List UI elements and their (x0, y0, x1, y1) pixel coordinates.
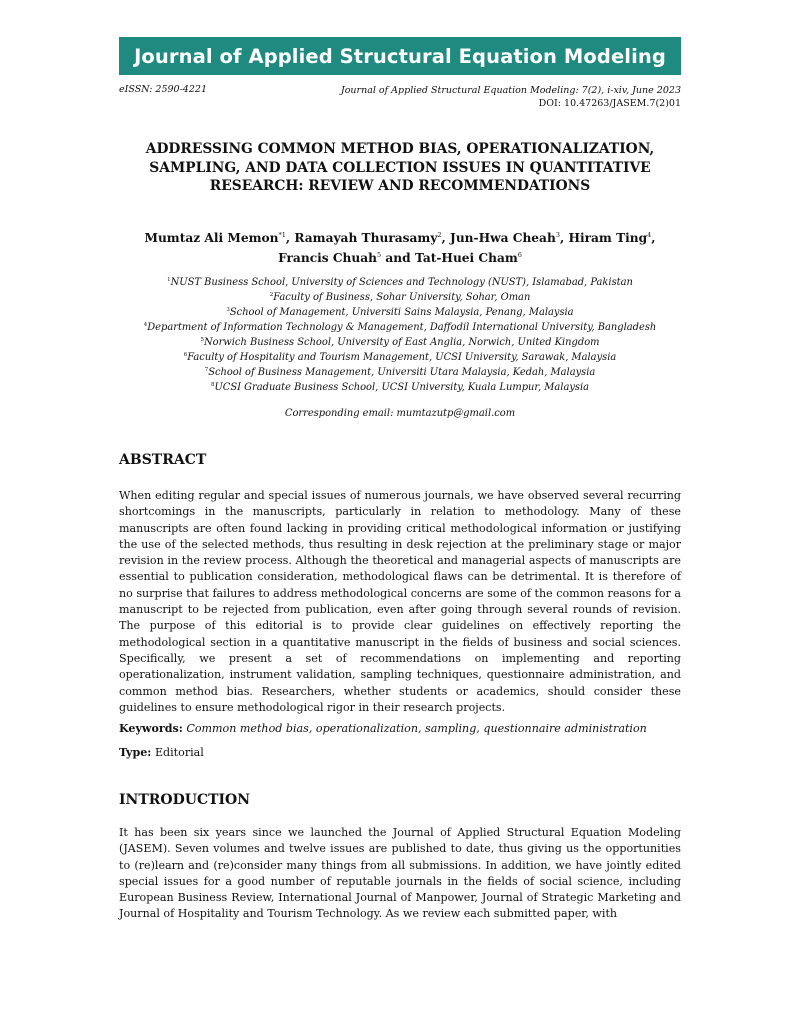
author-line-1 (119, 227, 681, 247)
author: Hiram Ting$^4$, (568, 231, 656, 246)
type-value: Editorial (154, 746, 204, 759)
author: Mumtaz Ali Memon$^{*1}$, (144, 231, 295, 246)
abstract-text: When editing regular and special issues of numerous journals, we have observed several recurring shortcomings in the manuscripts, particularly in relation to methodology. Many of these manuscripts are often found lacking in providing critical methodological information or justifying the use of the selected methods, thus resulting in desk rejection at the preliminary stage or major revision in the review process. Although the theoretical and managerial aspects of manuscripts are essential to publication consideration, methodological flaws can be detrimental. It is therefore of no surprise that failures to address methodological concerns are some of the common reasons for a manuscript to be rejected from publication, even after going through several rounds of revision. The purpose of this editorial is to provide clear guidelines on effectively reporting the methodological section in a quantitative manuscript in the fields of business and social sciences. Specifically, we present a set of recommendations on implementing and reporting operationalization, instrument validation, sampling techniques, questionnaire administration, and common method bias. Researchers, whether students or academics, should consider these guidelines to ensure methodological rigor in their research projects. (119, 489, 681, 714)
introduction-text: It has been six years since we launched the Journal of Applied Structural Equation Modeling (JASEM). Seven volumes and twelve issues are published to date, thus giving us the opportunities to (re)learn and (re)consider many things from all submissions. In addition, we have jointly edited special issues for a good number of reputable journals in the fields of social science, including European Business Review, International Journal of Manpower, Journal of Strategic Marketing and Journal of Hospitality and Tourism Technology. As we review each submitted paper, with (119, 826, 681, 921)
corresponding-email: Corresponding email: mumtazutp@gmail.com (284, 408, 516, 419)
abstract-heading: ABSTRACT (119, 452, 207, 468)
author: Jun-Hwa Cheah$^3$, (450, 231, 569, 246)
issn: eISSN: 2590-4221 (119, 84, 207, 95)
type-label: Type: (119, 746, 152, 759)
author-list (119, 227, 681, 267)
keywords-value: Common method bias, operationalization, sampling, questionnaire administration (186, 722, 647, 735)
introduction-heading: INTRODUCTION (119, 792, 251, 808)
doi: DOI: 10.47263/JASEM.7(2)01 (538, 98, 681, 109)
author: Ramayah Thurasamy$^2$, (294, 231, 451, 246)
affiliation: $^8$UCSI Graduate Business School, UCSI University, Kuala Lumpur, Malaysia (210, 382, 590, 393)
keywords-label: Keywords: (119, 722, 183, 735)
affiliation: $^4$Department of Information Technology & Management, Daffodil International University, Bangladesh (143, 322, 657, 333)
author: Tat-Huei Cham$^6$ (414, 251, 522, 266)
affiliation-list (119, 275, 681, 395)
paper-type (119, 746, 681, 759)
affiliation: $^2$Faculty of Business, Sohar University, Sohar, Oman (269, 292, 531, 303)
affiliation: $^3$School of Management, Universiti Sains Malaysia, Penang, Malaysia (226, 307, 574, 318)
keywords (119, 722, 681, 735)
author-line-2 (119, 247, 681, 267)
author: Francis Chuah$^5$ and (278, 251, 415, 266)
affiliation: $^7$School of Business Management, Universiti Utara Malaysia, Kedah, Malaysia (204, 367, 596, 378)
affiliation: $^1$NUST Business School, University of Sciences and Technology (NUST), Islamabad, Pakistan (167, 277, 633, 288)
journal-meta (341, 84, 681, 110)
journal-banner: Journal of Applied Structural Equation Modeling (119, 37, 681, 75)
paper-title: ADDRESSING COMMON METHOD BIAS, OPERATIONALIZATION, SAMPLING, AND DATA COLLECTION ISSUES IN QUANTITATIVE RESEARCH: REVIEW AND RECOMMENDATIONS (145, 141, 655, 194)
citation: Journal of Applied Structural Equation Modeling: 7(2), i-xiv, June 2023 (340, 85, 681, 96)
affiliation: $^5$Norwich Business School, University of East Anglia, Norwich, United Kingdom (200, 337, 600, 348)
affiliation: $^6$Faculty of Hospitality and Tourism Management, UCSI University, Sarawak, Malaysia (183, 352, 617, 363)
